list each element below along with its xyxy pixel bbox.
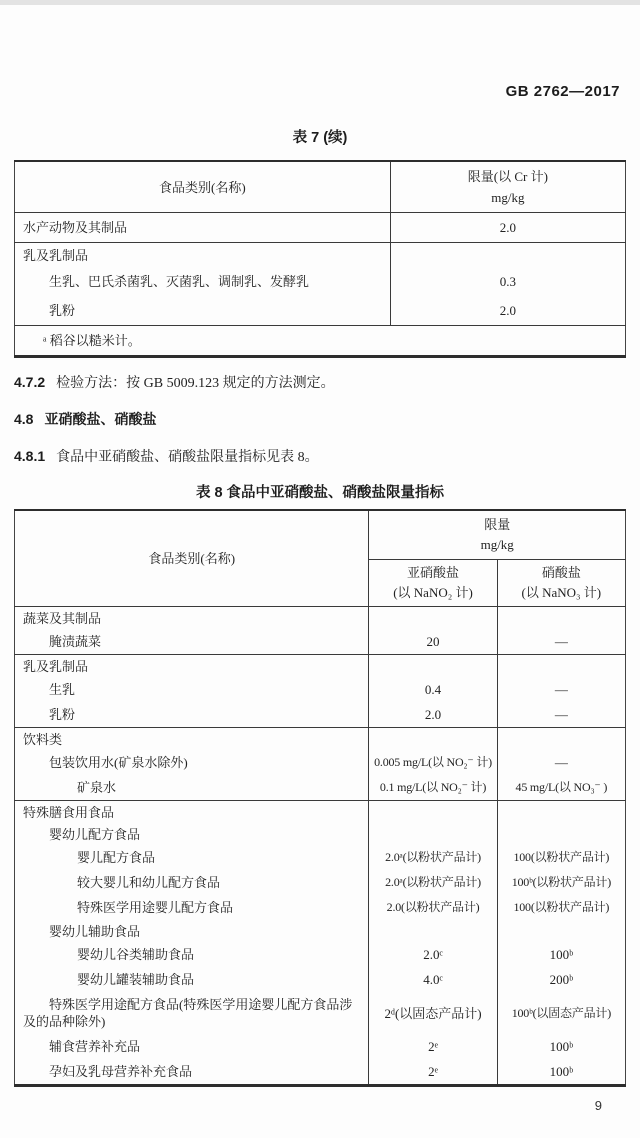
limit-value-cell — [497, 655, 625, 678]
limit-value-cell: 45 mg/L(以 NO₃⁻ ) — [497, 775, 625, 801]
nitrate-basis: (以 NaNO₃ 计) — [521, 585, 602, 600]
limit-value-cell — [369, 920, 497, 942]
limit-value-cell: 2ᵉ — [369, 1059, 497, 1086]
limit-value-cell: 0.1 mg/L(以 NO₂⁻ 计) — [369, 775, 497, 801]
limit-value-cell: 100(以粉状产品计) — [497, 845, 625, 870]
scan-edge-strip — [0, 0, 640, 5]
limit-value-cell: 2.0ᶜ — [369, 942, 497, 967]
standard-number: GB 2762—2017 — [505, 83, 620, 100]
table-row — [15, 895, 626, 920]
table-row — [15, 801, 626, 824]
table-row — [15, 942, 626, 967]
limit-value-cell: 20 — [369, 629, 497, 655]
limit-value-cell: 2.0(以粉状产品计) — [369, 895, 497, 920]
limit-value-cell — [497, 920, 625, 942]
table-row — [15, 296, 626, 326]
clause-number: 4.7.2 — [14, 374, 46, 390]
food-category-cell: 辅食营养补充品 — [49, 1039, 141, 1054]
limit-value-cell: 100(以粉状产品计) — [497, 895, 625, 920]
nitrate-label: 硝酸盐 — [541, 565, 581, 580]
clause-number: 4.8.1 — [14, 448, 46, 464]
table-row — [15, 870, 626, 895]
food-category-cell: 乳及乳制品 — [23, 248, 89, 263]
table8-header-row1 — [15, 510, 626, 560]
limit-value-cell — [497, 801, 625, 824]
food-category-cell: 乳粉 — [15, 702, 369, 728]
limit-value-cell: 100ᵇ(以粉状产品计) — [497, 870, 625, 895]
limit-value-cell: 0.005 mg/L(以 NO₂⁻ 计) — [369, 750, 497, 775]
table-row — [15, 677, 626, 702]
limit-value-cell: 2.0ᵃ(以粉状产品计) — [369, 870, 497, 895]
limit-value-cell: 0.4 — [369, 677, 497, 702]
food-category-cell: 腌渍蔬菜 — [15, 629, 369, 655]
table-row — [15, 845, 626, 870]
table-row — [15, 992, 626, 1034]
food-category-cell: 婴幼儿谷类辅助食品 — [77, 947, 195, 962]
clause-text: 检验方法：按 GB 5009.123 规定的方法测定。 — [56, 376, 335, 391]
limit-value-cell — [369, 655, 497, 678]
clause-4-8-1 — [14, 447, 626, 467]
table8-nitrite-nitrate-limits — [14, 509, 626, 1087]
table7-chromium-limits — [14, 160, 626, 358]
food-category-cell: 特殊医学用途婴儿配方食品 — [77, 900, 234, 915]
limit-header-unit: mg/kg — [491, 190, 525, 205]
clause-text: 亚硝酸盐、硝酸盐 — [44, 411, 157, 427]
limit-value-cell — [497, 823, 625, 845]
food-category-cell: 包装饮用水(矿泉水除外) — [49, 755, 188, 770]
clause-number: 4.8 — [14, 411, 34, 427]
clause-4-7-2 — [14, 373, 626, 393]
food-category-cell: 特殊膳食用食品 — [23, 805, 115, 820]
food-category-cell: 较大婴儿和幼儿配方食品 — [77, 875, 221, 890]
table-row — [15, 1034, 626, 1059]
limit-value-cell: — — [497, 629, 625, 655]
food-category-cell: 水产动物及其制品 — [15, 213, 391, 243]
limit-header-line1: 限量(以 Cr 计) — [467, 169, 548, 184]
limit-value-cell — [369, 801, 497, 824]
table-row — [15, 607, 626, 630]
limit-value-cell: 4.0ᶜ — [369, 967, 497, 992]
table7-continued-title: 表 7 (续) — [292, 130, 348, 146]
table-row — [15, 823, 626, 845]
limit-value-cell: — — [497, 677, 625, 702]
table-row — [15, 1059, 626, 1086]
table-row — [15, 750, 626, 775]
food-category-cell: 乳粉 — [15, 296, 391, 326]
table-row — [15, 728, 626, 751]
limit-value-cell — [369, 607, 497, 630]
limit-value-cell: 100ᵇ(以固态产品计) — [497, 992, 625, 1034]
subheader-nitrite — [369, 560, 497, 607]
limit-value-cell — [497, 607, 625, 630]
table-row — [15, 655, 626, 678]
table7-col-header-limit — [390, 161, 625, 213]
document-page — [0, 83, 640, 1113]
limit-value-cell: 2ᵈ(以固态产品计) — [369, 992, 497, 1034]
table8-col-header-limit — [369, 510, 626, 560]
food-category-cell: 孕妇及乳母营养补充食品 — [49, 1064, 193, 1079]
table-row — [15, 267, 626, 296]
limit-header-unit: mg/kg — [480, 537, 514, 552]
limit-value-cell — [369, 823, 497, 845]
limit-value-cell: 100ᵇ — [497, 942, 625, 967]
clause-4-8 — [14, 410, 626, 430]
limit-value-cell — [497, 728, 625, 751]
limit-value-cell: — — [497, 750, 625, 775]
limit-value-cell: 2.0 — [390, 213, 625, 243]
table-row — [15, 775, 626, 801]
limit-value-cell: 100ᵇ — [497, 1034, 625, 1059]
food-category-cell: 生乳 — [49, 682, 76, 697]
food-category-cell: 饮料类 — [23, 732, 63, 747]
table7-footnote: ᵃ 稻谷以糙米计。 — [15, 326, 626, 357]
page-number: 9 — [594, 1098, 602, 1113]
limit-header-line1: 限量 — [484, 517, 511, 532]
limit-value-cell — [369, 728, 497, 751]
subheader-nitrate — [497, 560, 625, 607]
food-category-cell: 特殊医学用途配方食品(特殊医学用途婴儿配方食品涉及的品种除外) — [23, 997, 353, 1029]
food-category-cell: 婴幼儿辅助食品 — [49, 924, 141, 939]
table8-col-header-food-category: 食品类别(名称) — [15, 510, 369, 607]
table-row — [15, 920, 626, 942]
food-category-cell: 婴幼儿罐装辅助食品 — [77, 972, 195, 987]
food-category-cell: 矿泉水 — [15, 775, 369, 801]
table-row — [15, 213, 626, 243]
table7-header-row — [15, 161, 626, 213]
limit-value-cell: 2.0 — [369, 702, 497, 728]
nitrite-label: 亚硝酸盐 — [407, 565, 460, 580]
table-row — [15, 702, 626, 728]
table7-footnote-row — [15, 326, 626, 357]
limit-value-cell — [390, 243, 625, 268]
food-category-cell: 蔬菜及其制品 — [23, 611, 102, 626]
clause-text: 食品中亚硝酸盐、硝酸盐限量指标见表 8。 — [56, 450, 319, 465]
food-category-cell: 生乳、巴氏杀菌乳、灭菌乳、调制乳、发酵乳 — [49, 274, 310, 289]
limit-value-cell: 2ᵉ — [369, 1034, 497, 1059]
food-category-cell: 婴儿配方食品 — [77, 850, 156, 865]
table7-col-header-food-category: 食品类别(名称) — [15, 161, 391, 213]
limit-value-cell: 100ᵇ — [497, 1059, 625, 1086]
limit-value-cell: 2.0ᵃ(以粉状产品计) — [369, 845, 497, 870]
table-row — [15, 629, 626, 655]
food-category-cell: 婴幼儿配方食品 — [49, 827, 141, 842]
nitrite-basis: (以 NaNO₂ 计) — [393, 585, 473, 600]
limit-value-cell: 2.0 — [390, 296, 625, 326]
table-row — [15, 243, 626, 268]
limit-value-cell: 0.3 — [390, 267, 625, 296]
food-category-cell: 乳及乳制品 — [23, 659, 89, 674]
table8-title: 表 8 食品中亚硝酸盐、硝酸盐限量指标 — [195, 485, 445, 501]
limit-value-cell: 200ᵇ — [497, 967, 625, 992]
limit-value-cell: — — [497, 702, 625, 728]
table-row — [15, 967, 626, 992]
